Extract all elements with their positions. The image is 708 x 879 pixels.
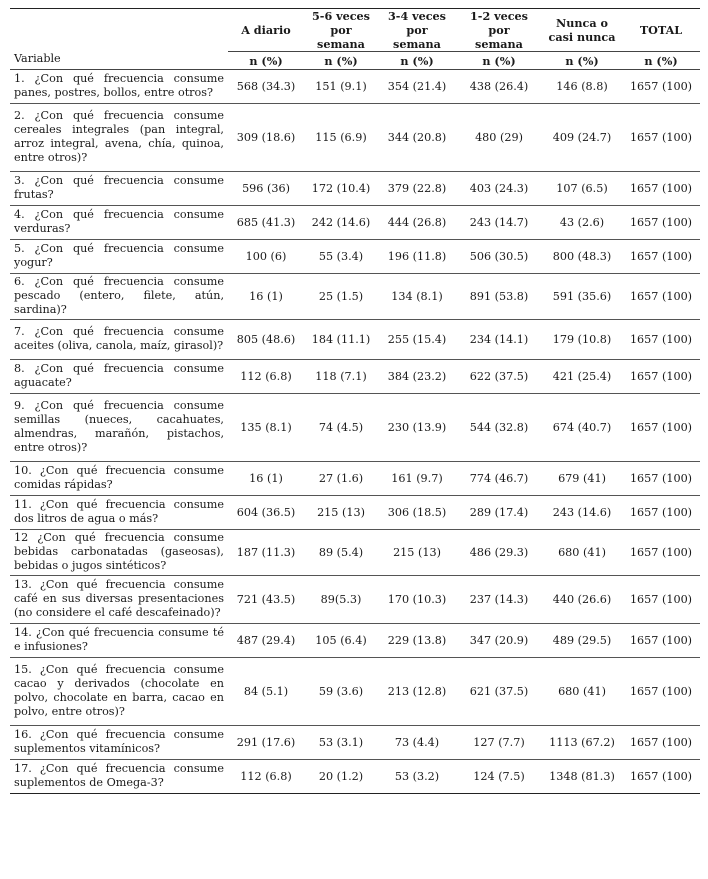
question-cell: 7. ¿Con qué frecuencia consume aceites (oliva, canola, maíz, girasol)? xyxy=(10,320,228,360)
question-cell: 2. ¿Con qué frecuencia consume cereales integrales (pan integral, arroz integral, avena, chía, quinoa, entre otros)? xyxy=(10,104,228,172)
col-header-nunca: Nunca o casi nunca xyxy=(542,9,622,52)
value-cell: 596 (36) xyxy=(228,172,304,206)
table-row xyxy=(10,624,700,658)
value-cell: 384 (23.2) xyxy=(378,360,456,394)
value-cell: 487 (29.4) xyxy=(228,624,304,658)
value-cell: 1657 (100) xyxy=(622,658,700,726)
question-cell: 16. ¿Con qué frecuencia consume suplementos vitamínicos? xyxy=(10,726,228,760)
table-row xyxy=(10,172,700,206)
value-cell: 89 (5.4) xyxy=(304,530,378,576)
question-cell: 3. ¿Con qué frecuencia consume frutas? xyxy=(10,172,228,206)
value-cell: 891 (53.8) xyxy=(456,274,542,320)
value-cell: 16 (1) xyxy=(228,462,304,496)
value-cell: 107 (6.5) xyxy=(542,172,622,206)
value-cell: 179 (10.8) xyxy=(542,320,622,360)
value-cell: 146 (8.8) xyxy=(542,70,622,104)
value-cell: 161 (9.7) xyxy=(378,462,456,496)
table-row xyxy=(10,206,700,240)
value-cell: 379 (22.8) xyxy=(378,172,456,206)
value-cell: 291 (17.6) xyxy=(228,726,304,760)
value-cell: 215 (13) xyxy=(304,496,378,530)
table-row xyxy=(10,496,700,530)
value-cell: 151 (9.1) xyxy=(304,70,378,104)
table-row xyxy=(10,104,700,172)
unit-label: n (%) xyxy=(622,52,700,70)
table-row xyxy=(10,576,700,624)
value-cell: 621 (37.5) xyxy=(456,658,542,726)
question-cell: 14. ¿Con qué frecuencia consume té e infusiones? xyxy=(10,624,228,658)
table-row xyxy=(10,658,700,726)
table-row xyxy=(10,70,700,104)
frequency-table xyxy=(10,8,700,794)
value-cell: 1657 (100) xyxy=(622,320,700,360)
value-cell: 196 (11.8) xyxy=(378,240,456,274)
value-cell: 354 (21.4) xyxy=(378,70,456,104)
question-cell: 15. ¿Con qué frecuencia consume cacao y derivados (chocolate en polvo, chocolate en barra, cacao en polvo, entre otros)? xyxy=(10,658,228,726)
value-cell: 112 (6.8) xyxy=(228,760,304,794)
value-cell: 215 (13) xyxy=(378,530,456,576)
question-cell: 5. ¿Con qué frecuencia consume yogur? xyxy=(10,240,228,274)
value-cell: 184 (11.1) xyxy=(304,320,378,360)
value-cell: 172 (10.4) xyxy=(304,172,378,206)
header-row xyxy=(10,9,700,52)
value-cell: 306 (18.5) xyxy=(378,496,456,530)
table-row xyxy=(10,394,700,462)
value-cell: 774 (46.7) xyxy=(456,462,542,496)
value-cell: 255 (15.4) xyxy=(378,320,456,360)
value-cell: 591 (35.6) xyxy=(542,274,622,320)
value-cell: 237 (14.3) xyxy=(456,576,542,624)
value-cell: 344 (20.8) xyxy=(378,104,456,172)
question-cell: 11. ¿Con qué frecuencia consume dos litros de agua o más? xyxy=(10,496,228,530)
value-cell: 604 (36.5) xyxy=(228,496,304,530)
value-cell: 55 (3.4) xyxy=(304,240,378,274)
value-cell: 309 (18.6) xyxy=(228,104,304,172)
value-cell: 568 (34.3) xyxy=(228,70,304,104)
value-cell: 135 (8.1) xyxy=(228,394,304,462)
value-cell: 53 (3.1) xyxy=(304,726,378,760)
value-cell: 680 (41) xyxy=(542,530,622,576)
value-cell: 89(5.3) xyxy=(304,576,378,624)
value-cell: 421 (25.4) xyxy=(542,360,622,394)
value-cell: 1657 (100) xyxy=(622,530,700,576)
unit-label: n (%) xyxy=(456,52,542,70)
question-cell: 13. ¿Con qué frecuencia consume café en sus diversas presentaciones (no considere el café descafeinado)? xyxy=(10,576,228,624)
value-cell: 187 (11.3) xyxy=(228,530,304,576)
unit-label: n (%) xyxy=(228,52,304,70)
table-row xyxy=(10,726,700,760)
table-row xyxy=(10,462,700,496)
value-cell: 124 (7.5) xyxy=(456,760,542,794)
value-cell: 27 (1.6) xyxy=(304,462,378,496)
value-cell: 1657 (100) xyxy=(622,172,700,206)
value-cell: 170 (10.3) xyxy=(378,576,456,624)
value-cell: 1657 (100) xyxy=(622,394,700,462)
value-cell: 1657 (100) xyxy=(622,360,700,394)
value-cell: 100 (6) xyxy=(228,240,304,274)
value-cell: 1657 (100) xyxy=(622,624,700,658)
value-cell: 1657 (100) xyxy=(622,240,700,274)
value-cell: 105 (6.4) xyxy=(304,624,378,658)
value-cell: 544 (32.8) xyxy=(456,394,542,462)
value-cell: 1657 (100) xyxy=(622,104,700,172)
col-header-a-diario: A diario xyxy=(228,9,304,52)
question-cell: 4. ¿Con qué frecuencia consume verduras? xyxy=(10,206,228,240)
table-row xyxy=(10,320,700,360)
table-row xyxy=(10,760,700,794)
unit-label: n (%) xyxy=(542,52,622,70)
value-cell: 243 (14.6) xyxy=(542,496,622,530)
value-cell: 805 (48.6) xyxy=(228,320,304,360)
table-body xyxy=(10,70,700,794)
value-cell: 506 (30.5) xyxy=(456,240,542,274)
value-cell: 115 (6.9) xyxy=(304,104,378,172)
value-cell: 1657 (100) xyxy=(622,576,700,624)
value-cell: 59 (3.6) xyxy=(304,658,378,726)
value-cell: 229 (13.8) xyxy=(378,624,456,658)
value-cell: 409 (24.7) xyxy=(542,104,622,172)
value-cell: 679 (41) xyxy=(542,462,622,496)
value-cell: 127 (7.7) xyxy=(456,726,542,760)
table-row xyxy=(10,274,700,320)
col-header-total: TOTAL xyxy=(622,9,700,52)
value-cell: 20 (1.2) xyxy=(304,760,378,794)
value-cell: 1657 (100) xyxy=(622,274,700,320)
question-cell: 8. ¿Con qué frecuencia consume aguacate? xyxy=(10,360,228,394)
question-cell: 6. ¿Con qué frecuencia consume pescado (entero, filete, atún, sardina)? xyxy=(10,274,228,320)
value-cell: 112 (6.8) xyxy=(228,360,304,394)
unit-label: n (%) xyxy=(378,52,456,70)
col-header-3-4-veces: 3-4 veces por semana xyxy=(378,9,456,52)
value-cell: 480 (29) xyxy=(456,104,542,172)
value-cell: 1657 (100) xyxy=(622,70,700,104)
value-cell: 438 (26.4) xyxy=(456,70,542,104)
question-cell: 9. ¿Con qué frecuencia consume semillas (nueces, cacahuates, almendras, marañón, pistachos, entre otros)? xyxy=(10,394,228,462)
value-cell: 486 (29.3) xyxy=(456,530,542,576)
value-cell: 1657 (100) xyxy=(622,206,700,240)
value-cell: 53 (3.2) xyxy=(378,760,456,794)
value-cell: 674 (40.7) xyxy=(542,394,622,462)
variable-header: Variable xyxy=(10,9,228,70)
value-cell: 25 (1.5) xyxy=(304,274,378,320)
unit-label: n (%) xyxy=(304,52,378,70)
question-cell: 12 ¿Con qué frecuencia consume bebidas carbonatadas (gaseosas), bebidas o jugos sintéticos? xyxy=(10,530,228,576)
value-cell: 134 (8.1) xyxy=(378,274,456,320)
value-cell: 622 (37.5) xyxy=(456,360,542,394)
value-cell: 16 (1) xyxy=(228,274,304,320)
value-cell: 680 (41) xyxy=(542,658,622,726)
question-cell: 17. ¿Con qué frecuencia consume suplementos de Omega-3? xyxy=(10,760,228,794)
value-cell: 489 (29.5) xyxy=(542,624,622,658)
value-cell: 43 (2.6) xyxy=(542,206,622,240)
value-cell: 84 (5.1) xyxy=(228,658,304,726)
value-cell: 213 (12.8) xyxy=(378,658,456,726)
table-row xyxy=(10,360,700,394)
value-cell: 444 (26.8) xyxy=(378,206,456,240)
value-cell: 242 (14.6) xyxy=(304,206,378,240)
value-cell: 289 (17.4) xyxy=(456,496,542,530)
value-cell: 73 (4.4) xyxy=(378,726,456,760)
value-cell: 1113 (67.2) xyxy=(542,726,622,760)
value-cell: 118 (7.1) xyxy=(304,360,378,394)
col-header-5-6-veces: 5-6 veces por semana xyxy=(304,9,378,52)
value-cell: 1657 (100) xyxy=(622,496,700,530)
table-row xyxy=(10,240,700,274)
value-cell: 347 (20.9) xyxy=(456,624,542,658)
question-cell: 10. ¿Con qué frecuencia consume comidas rápidas? xyxy=(10,462,228,496)
value-cell: 721 (43.5) xyxy=(228,576,304,624)
value-cell: 1657 (100) xyxy=(622,760,700,794)
value-cell: 243 (14.7) xyxy=(456,206,542,240)
value-cell: 440 (26.6) xyxy=(542,576,622,624)
value-cell: 1348 (81.3) xyxy=(542,760,622,794)
value-cell: 234 (14.1) xyxy=(456,320,542,360)
value-cell: 230 (13.9) xyxy=(378,394,456,462)
col-header-1-2-veces: 1-2 veces por semana xyxy=(456,9,542,52)
value-cell: 1657 (100) xyxy=(622,462,700,496)
value-cell: 685 (41.3) xyxy=(228,206,304,240)
value-cell: 403 (24.3) xyxy=(456,172,542,206)
value-cell: 800 (48.3) xyxy=(542,240,622,274)
table-row xyxy=(10,530,700,576)
value-cell: 74 (4.5) xyxy=(304,394,378,462)
value-cell: 1657 (100) xyxy=(622,726,700,760)
question-cell: 1. ¿Con qué frecuencia consume panes, postres, bollos, entre otros? xyxy=(10,70,228,104)
